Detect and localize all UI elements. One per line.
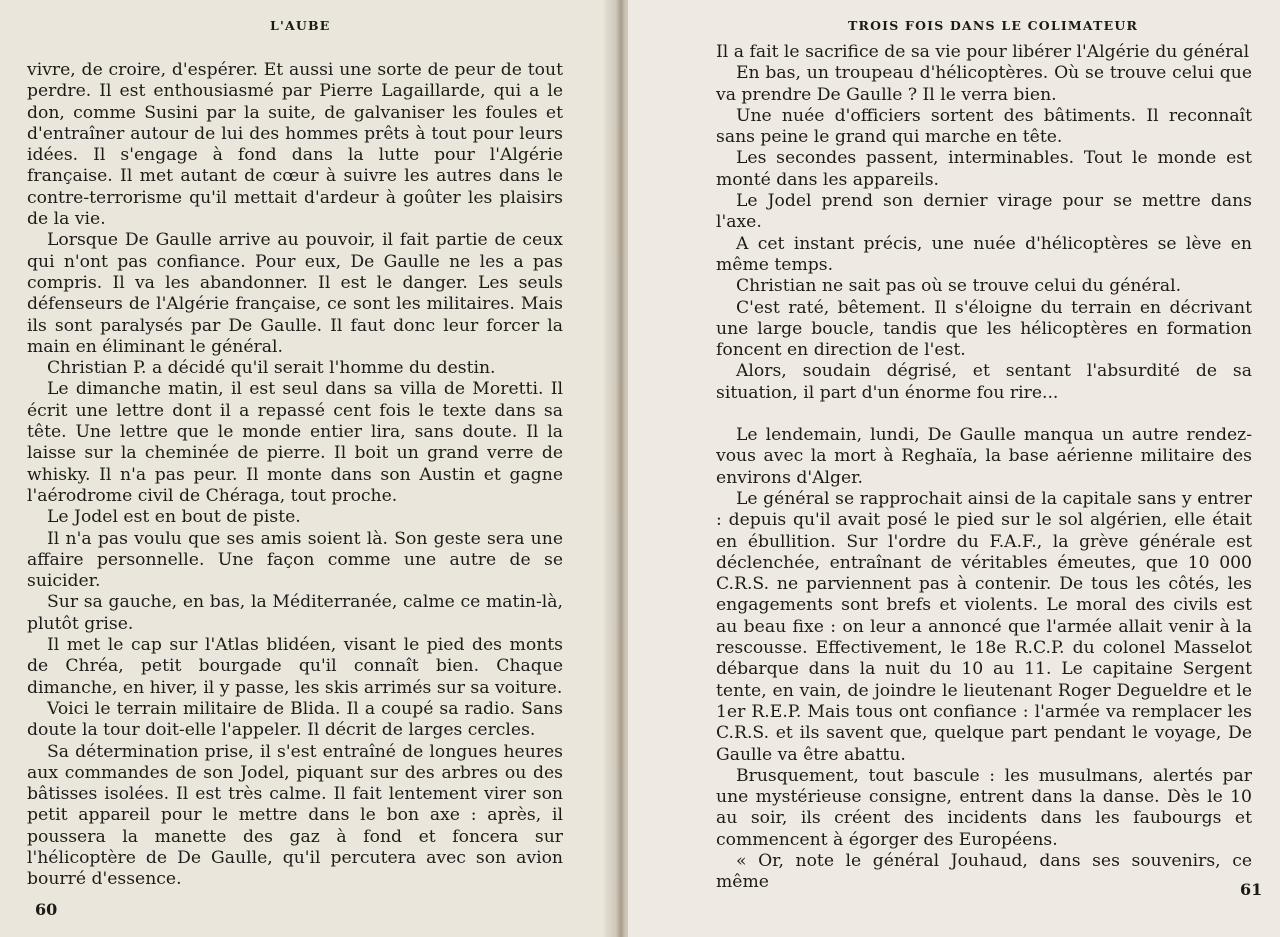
paragraph: Le Jodel est en bout de piste. [47, 507, 301, 528]
right-running-head: TROIS FOIS DANS LE COLIMATEUR [848, 18, 1139, 33]
paragraph: vivre, de croire, d'espérer. Et aussi une sorte de peur de tout perdre. Il est enthousiasmé par Pierre Lagaillarde, qui a le don, comme Susini par la suite, de galvaniser les foules et d'entraîner autour de lui des hommes prêts à tout pour leurs idées. Il s'engage à fond dans la lutte pour l'Algérie française. Il met autant de cœur à suivre les autres dans le contre-terrorisme qu'il mettait d'ardeur à goûter les plaisirs de la vie. [27, 60, 563, 230]
left-page-number: 60 [35, 900, 58, 919]
paragraph: Sa détermination prise, il s'est entraîné de longues heures aux commandes de son Jodel, piquant sur des arbres ou des bâtisses isolées. Il est très calme. Il fait lentement virer son petit appareil pour le mettre dans le bon axe : après, il poussera la manette des gaz à fond et foncera sur l'hélicoptère de De Gaulle, qu'il percutera avec son avion bourré d'essence. [27, 741, 563, 890]
paragraph: Le général se rapprochait ainsi de la capitale sans y entrer : depuis qu'il avait posé le pied sur le sol algérien, elle était en ébullition. Sur l'ordre du F.A.F., la grève générale est déclenchée, entraînant de véritables émeutes, que 10 000 C.R.S. ne parviennent pas à contenir. De tous les côtés, les engagements sont brefs et violents. Le moral des civils est au beau fixe : on leur a annoncé que l'armée allait venir à la rescousse. Effectivement, le 18e R.C.P. du colonel Masselot débarque dans la nuit du 10 au 11. Le capitaine Sergent tente, en vain, de joindre le lieutenant Roger Degueldre et le 1er R.E.P. Mais tous ont confiance : l'armée va remplacer les C.R.S. et ils savent que, quelque part pendant le voyage, De Gaulle va être abattu. [716, 488, 1252, 765]
paragraph: C'est raté, bêtement. Il s'éloigne du terrain en décrivant une large boucle, tandis que les hélicoptères en formation foncent en direction de l'est. [716, 297, 1252, 361]
paragraph: Les secondes passent, interminables. Tout le monde est monté dans les appareils. [716, 148, 1252, 190]
left-running-head: L'AUBE [270, 18, 331, 33]
paragraph: Lorsque De Gaulle arrive au pouvoir, il fait partie de ceux qui n'ont pas confiance. Pour eux, De Gaulle ne les a pas compris. Il va les abandonner. Il est le danger. Les seuls défenseurs de l'Algérie française, ce sont les militaires. Mais ils sont paralysés par De Gaulle. Il faut donc leur forcer la main en éliminant le général. [27, 230, 563, 357]
paragraph: Il n'a pas voulu que ses amis soient là. Son geste sera une affaire personnelle. Une façon comme une autre de se suicider. [27, 528, 563, 592]
paragraph: Il met le cap sur l'Atlas blidéen, visant le pied des monts de Chréa, petit bourgade qu'il connaît bien. Chaque dimanche, en hiver, il y passe, les skis arrimés sur sa voiture. [27, 635, 563, 698]
paragraph: Le dimanche matin, il est seul dans sa villa de Moretti. Il écrit une lettre dont il a repassé cent fois le texte dans sa tête. Une lettre que le monde entier lira, sans doute. Il la laisse sur la cheminée de pierre. Il boit un grand verre de whisky. Il n'a pas peur. Il monte dans son Austin et gagne l'aérodrome civil de Chéraga, tout proche. [27, 379, 563, 506]
right-page-text [716, 42, 1252, 894]
paragraph: Alors, soudain dégrisé, et sentant l'absurdité de sa situation, il part d'un énorme fou rire... [716, 361, 1252, 403]
right-page [628, 0, 1280, 937]
paragraph: Christian P. a décidé qu'il serait l'homme du destin. [47, 358, 496, 379]
paragraph: Une nuée d'officiers sortent des bâtiments. Il reconnaît sans peine le grand qui marche en tête. [716, 105, 1252, 148]
paragraph: Le lendemain, lundi, De Gaulle manqua un autre rendez-vous avec la mort à Reghaïa, la base aérienne militaire des environs d'Alger. [716, 425, 1252, 488]
paragraph: Sur sa gauche, en bas, la Méditerranée, calme ce matin-là, plutôt grise. [27, 592, 563, 634]
paragraph: Christian ne sait pas où se trouve celui du général. [736, 276, 1182, 297]
left-page-text [27, 60, 563, 891]
paragraph: En bas, un troupeau d'hélicoptères. Où se trouve celui que va prendre De Gaulle ? Il le verra bien. [716, 63, 1252, 105]
paragraph: « Or, note le général Jouhaud, dans ses souvenirs, ce même [716, 850, 1252, 893]
paragraph: Le Jodel prend son dernier virage pour se mettre dans l'axe. [716, 191, 1252, 233]
paragraph: Brusquement, tout bascule : les musulmans, alertés par une mystérieuse consigne, entrent dans la danse. Dès le 10 au soir, ils créent des incidents dans les faubourgs et commencent à égorger des Européens. [716, 765, 1252, 850]
paragraph: Voici le terrain militaire de Blida. Il a coupé sa radio. Sans doute la tour doit-elle l'appeler. Il décrit de larges cercles. [27, 698, 563, 741]
paragraph: A cet instant précis, une nuée d'hélicoptères se lève en même temps. [716, 233, 1252, 275]
left-page [0, 0, 622, 937]
paragraph: Il a fait le sacrifice de sa vie pour libérer l'Algérie du général [716, 42, 1250, 62]
right-page-number: 61 [1240, 880, 1263, 899]
